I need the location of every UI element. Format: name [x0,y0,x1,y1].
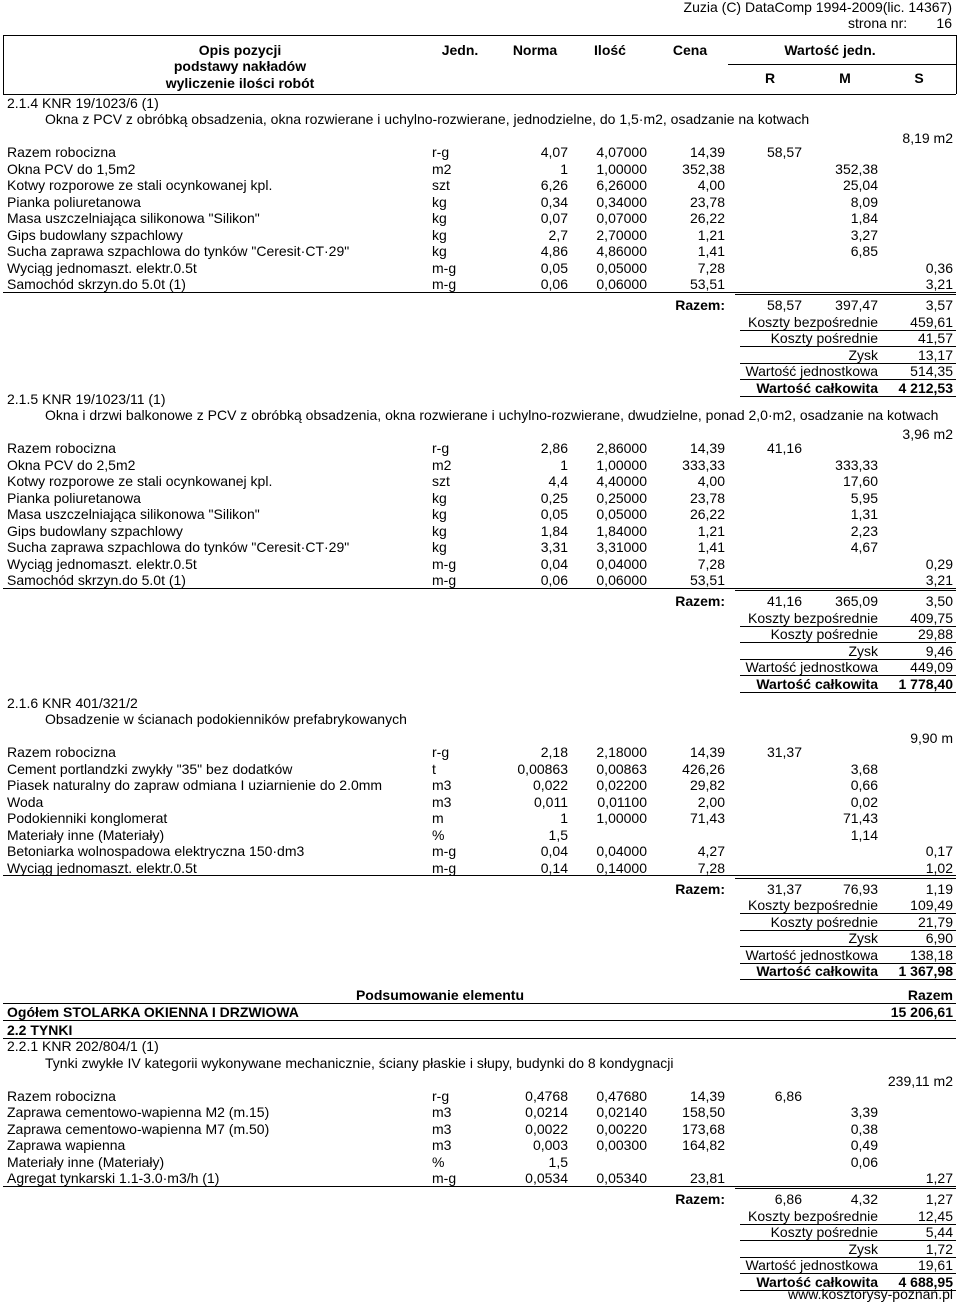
cost-row-name: Okna PCV do 2,5m2 [7,456,136,473]
cost-row-norma: 4,4 [548,473,568,490]
cost-row-norma: 1,5 [548,826,568,843]
cost-row-name: Wyciąg jednomaszt. elektr.0.5t [7,859,197,876]
cost-row-cena: 4,27 [697,843,725,860]
cost-row-norma: 0,05 [540,259,568,276]
cost-row-unit: kg [432,226,447,243]
cost-row-m-value: 1,84 [850,210,878,227]
cost-row-unit: m-g [432,571,457,588]
cost-row-s-value: 0,17 [925,843,953,860]
position-description: Obsadzenie w ścianach podokienników prefabrykowanych [45,711,407,728]
cost-row-cena: 352,38 [682,160,725,177]
cost-row-ilosc: 1,00000 [596,810,647,827]
section-heading: 2.2 TYNKI [7,1021,73,1038]
summary-rule [740,692,956,693]
summary-value: 138,18 [910,946,953,963]
cost-row-unit: m-g [432,259,457,276]
cost-row-unit: kg [432,539,447,556]
cost-row-name: Gips budowlany szpachlowy [7,226,183,243]
position-quantity: 3,96 m2 [902,425,953,442]
column-header-r: R [764,70,776,86]
cost-row-unit: kg [432,506,447,523]
summary-value: 6,90 [925,930,953,947]
cost-row-unit: m3 [432,777,452,794]
summary-label: Zysk [848,346,878,363]
cost-row-cena: 164,82 [682,1137,725,1154]
cost-row-norma: 0,00863 [517,760,568,777]
summary-value: 41,57 [917,330,953,347]
cost-row-norma: 0,0534 [525,1169,568,1186]
razem-s-value: 3,57 [925,297,953,314]
cost-row-ilosc: 4,07000 [596,144,647,161]
cost-row-m-value: 5,95 [850,489,878,506]
cost-row-unit: m3 [432,1137,452,1154]
summary-value: 1 367,98 [898,963,953,980]
summary-label: Koszty pośrednie [770,330,878,347]
cost-row-m-value: 352,38 [835,160,878,177]
cost-row-ilosc: 0,05340 [596,1169,647,1186]
cost-row-norma: 2,7 [548,226,568,243]
cost-row-r-value: 58,57 [766,144,802,161]
razem-top-rule [735,590,956,591]
razem-label: Razem: [675,297,725,314]
cost-row-norma: 0,0022 [525,1120,568,1137]
cost-row-unit: szt [432,473,450,490]
cost-row-m-value: 17,60 [842,473,878,490]
cost-row-cena: 173,68 [682,1120,725,1137]
cost-row-ilosc: 0,00220 [596,1120,647,1137]
cost-row-r-value: 41,16 [766,440,802,457]
cost-row-ilosc: 0,00300 [596,1137,647,1154]
section-rows-rule [3,292,956,293]
cost-row-name: Masa uszczelniająca silikonowa "Silikon" [7,210,260,227]
footer-url: www.kosztorysy-poznan.pl [788,1286,953,1302]
cost-row-cena: 53,51 [689,275,725,292]
cost-row-name: Razem robocizna [7,440,116,457]
element-total-label: Ogółem STOLARKA OKIENNA I DRZWIOWA [7,1004,299,1021]
cost-row-name: Sucha zaprawa szpachlowa do tynków "Ceresit·CT·29" [7,539,350,556]
cost-row-unit: kg [432,210,447,227]
cost-row-m-value: 71,43 [842,810,878,827]
cost-row-name: Piasek naturalny do zapraw odmiana I uziarnienie do 2.0mm [7,777,383,794]
cost-row-norma: 1 [560,456,568,473]
cost-row-unit: szt [432,177,450,194]
element-summary-heading: Podsumowanie elementu [355,987,525,1003]
summary-label: Koszty bezpośrednie [748,313,878,330]
summary-label: Wartość jednostkowa [745,946,878,963]
cost-row-norma: 0,06 [540,275,568,292]
cost-row-unit: t [432,760,436,777]
razem-m-value: 76,93 [842,880,878,897]
cost-row-name: Wyciąg jednomaszt. elektr.0.5t [7,259,197,276]
cost-row-ilosc: 3,31000 [596,539,647,556]
cost-row-m-value: 0,66 [850,777,878,794]
software-label: Zuzia (C) DataComp 1994-2009(lic. 14367) [683,0,952,15]
cost-row-unit: r-g [432,440,450,457]
section-rows-rule [3,588,956,589]
element-total-value: 15 206,61 [890,1004,953,1021]
cost-row-norma: 2,18 [540,744,568,761]
cost-row-cena: 14,39 [689,744,725,761]
cost-row-unit: m-g [432,859,457,876]
cost-row-s-value: 1,02 [925,859,953,876]
cost-row-m-value: 0,49 [850,1137,878,1154]
cost-row-ilosc: 0,00863 [596,760,647,777]
cost-row-name: Kotwy rozporowe ze stali ocynkowanej kpl. [7,177,273,194]
cost-row-m-value: 1,31 [850,506,878,523]
cost-row-cena: 1,41 [697,243,725,260]
cost-row-unit: m3 [432,1104,452,1121]
razem-r-value: 31,37 [766,880,802,897]
position-description: Okna i drzwi balkonowe z PCV z obróbką obsadzenia, okna rozwierane i uchylno-rozwierane, dwudzielne, ponad 2,0·m2, osadzanie na kotwach [45,407,939,424]
cost-row-norma: 1 [560,160,568,177]
cost-row-name: Betoniarka wolnospadowa elektryczna 150·dm3 [7,843,305,860]
summary-value: 1,72 [925,1240,953,1257]
cost-row-s-value: 3,21 [925,275,953,292]
cost-row-unit: % [432,826,445,843]
cost-row-ilosc: 2,18000 [596,744,647,761]
cost-row-s-value: 0,29 [925,555,953,572]
razem-label: Razem: [675,1191,725,1208]
cost-row-m-value: 4,67 [850,539,878,556]
summary-rule [740,396,956,397]
cost-row-name: Woda [7,793,44,810]
cost-row-unit: kg [432,522,447,539]
cost-row-norma: 0,05 [540,506,568,523]
cost-row-norma: 2,86 [540,440,568,457]
razem-top-rule [735,878,956,879]
cost-row-unit: kg [432,193,447,210]
cost-row-m-value: 8,09 [850,193,878,210]
cost-row-ilosc: 0,02200 [596,777,647,794]
cost-row-norma: 6,26 [540,177,568,194]
cost-row-name: Razem robocizna [7,1087,116,1104]
element-total-rule [3,1020,956,1021]
cost-row-ilosc: 0,34000 [596,193,647,210]
razem-r-value: 6,86 [774,1191,802,1208]
summary-value: 9,46 [925,642,953,659]
column-header-norma: Norma [512,42,558,58]
cost-row-norma: 1,84 [540,522,568,539]
razem-r-value: 41,16 [766,593,802,610]
cost-row-cena: 23,78 [689,489,725,506]
summary-value: 5,44 [925,1224,953,1241]
cost-row-norma: 0,022 [532,777,568,794]
summary-value: 514,35 [910,363,953,380]
cost-row-ilosc: 0,07000 [596,210,647,227]
cost-row-name: Zaprawa cementowo-wapienna M7 (m.50) [7,1120,270,1137]
cost-row-cena: 14,39 [689,144,725,161]
cost-row-m-value: 3,39 [850,1104,878,1121]
cost-row-ilosc: 0,04000 [596,843,647,860]
summary-label: Wartość jednostkowa [745,1257,878,1274]
cost-row-ilosc: 0,14000 [596,859,647,876]
cost-row-name: Kotwy rozporowe ze stali ocynkowanej kpl. [7,473,273,490]
cost-row-ilosc: 0,02140 [596,1104,647,1121]
element-summary-razem-heading: Razem [907,987,953,1003]
razem-m-value: 4,32 [850,1191,878,1208]
razem-top-rule [735,1188,956,1189]
cost-row-name: Samochód skrzyn.do 5.0t (1) [7,571,186,588]
cost-row-norma: 0,04 [540,555,568,572]
summary-value: 409,75 [910,609,953,626]
summary-label: Zysk [848,1240,878,1257]
cost-row-m-value: 3,68 [850,760,878,777]
page-number-label: strona nr: [848,15,908,31]
cost-row-m-value: 6,85 [850,243,878,260]
razem-s-value: 1,19 [925,880,953,897]
cost-row-cena: 23,81 [689,1169,725,1186]
cost-row-cena: 1,41 [697,539,725,556]
cost-row-unit: m-g [432,275,457,292]
summary-label: Wartość całkowita [756,379,878,396]
cost-row-cena: 2,00 [697,793,725,810]
summary-label: Wartość całkowita [756,1273,878,1290]
cost-row-ilosc: 0,05000 [596,506,647,523]
cost-row-m-value: 2,23 [850,522,878,539]
column-header-cena: Cena [672,42,708,58]
cost-row-name: Podokienniki konglomerat [7,810,168,827]
razem-m-value: 397,47 [835,297,878,314]
summary-value: 19,61 [917,1257,953,1274]
cost-row-cena: 426,26 [682,760,725,777]
cost-row-norma: 1,5 [548,1153,568,1170]
summary-label: Wartość całkowita [756,963,878,980]
cost-row-norma: 1 [560,810,568,827]
cost-row-s-value: 3,21 [925,571,953,588]
cost-row-unit: r-g [432,1087,450,1104]
cost-row-unit: m-g [432,843,457,860]
cost-row-m-value: 0,06 [850,1153,878,1170]
cost-row-unit: r-g [432,144,450,161]
cost-row-m-value: 3,27 [850,226,878,243]
summary-value: 29,88 [917,626,953,643]
cost-row-r-value: 6,86 [774,1087,802,1104]
summary-label: Koszty bezpośrednie [748,1207,878,1224]
cost-row-ilosc: 1,84000 [596,522,647,539]
cost-row-unit: % [432,1153,445,1170]
cost-row-name: Gips budowlany szpachlowy [7,522,183,539]
section-rows-rule [3,1186,956,1187]
cost-row-cena: 1,21 [697,226,725,243]
cost-row-unit: m3 [432,793,452,810]
cost-row-m-value: 0,02 [850,793,878,810]
cost-row-name: Masa uszczelniająca silikonowa "Silikon" [7,506,260,523]
header-left-border [3,35,4,94]
page-number: 16 [936,15,952,31]
cost-row-cena: 14,39 [689,440,725,457]
cost-row-norma: 0,06 [540,571,568,588]
cost-row-s-value: 1,27 [925,1169,953,1186]
summary-value: 1 778,40 [898,675,953,692]
position-quantity: 9,90 m [910,729,953,746]
cost-row-m-value: 0,38 [850,1120,878,1137]
cost-row-ilosc: 0,01100 [597,793,647,810]
header-value-rule [728,64,956,65]
position-quantity: 8,19 m2 [902,129,953,146]
cost-row-name: Sucha zaprawa szpachlowa do tynków "Ceresit·CT·29" [7,243,350,260]
cost-row-r-value: 31,37 [766,744,802,761]
cost-row-ilosc: 0,06000 [596,275,647,292]
cost-row-unit: kg [432,243,447,260]
cost-row-norma: 0,07 [540,210,568,227]
cost-row-unit: m-g [432,1169,457,1186]
cost-row-cena: 71,43 [689,810,725,827]
cost-row-name: Materiały inne (Materiały) [7,826,165,843]
cost-row-ilosc: 2,86000 [596,440,647,457]
razem-top-rule [735,294,956,295]
summary-value: 459,61 [910,313,953,330]
cost-row-ilosc: 6,26000 [596,177,647,194]
cost-row-ilosc: 1,00000 [596,456,647,473]
cost-row-norma: 0,4768 [525,1087,568,1104]
cost-row-ilosc: 1,00000 [596,160,647,177]
cost-row-ilosc: 0,04000 [596,555,647,572]
cost-row-cena: 7,28 [697,259,725,276]
cost-row-ilosc: 0,06000 [596,571,647,588]
cost-row-cena: 23,78 [689,193,725,210]
summary-label: Koszty bezpośrednie [748,609,878,626]
cost-row-cena: 4,00 [697,177,725,194]
summary-value: 12,45 [917,1207,953,1224]
cost-row-cena: 4,00 [697,473,725,490]
razem-s-value: 3,50 [925,593,953,610]
section-rows-rule [3,875,956,876]
cost-row-norma: 3,31 [540,539,568,556]
razem-r-value: 58,57 [766,297,802,314]
position-code: 2.1.6 KNR 401/321/2 [7,695,138,711]
cost-row-norma: 0,011 [534,793,568,810]
column-header-s: S [914,70,924,86]
summary-value: 109,49 [910,897,953,914]
cost-row-name: Agregat tynkarski 1.1-3.0·m3/h (1) [7,1169,220,1186]
razem-s-value: 1,27 [925,1191,953,1208]
summary-value: 4 212,53 [898,379,953,396]
position-code: 2.1.5 KNR 19/1023/11 (1) [7,391,166,407]
summary-value: 13,17 [917,346,953,363]
cost-row-norma: 0,14 [540,859,568,876]
summary-label: Koszty pośrednie [770,913,878,930]
cost-row-norma: 0,0214 [525,1104,568,1121]
cost-row-ilosc: 4,40000 [596,473,647,490]
summary-label: Wartość jednostkowa [745,363,878,380]
column-header-m: M [839,70,851,86]
column-header-wartosc: Wartość jedn. [784,42,876,58]
cost-row-name: Samochód skrzyn.do 5.0t (1) [7,275,186,292]
cost-row-cena: 26,22 [689,210,725,227]
cost-row-norma: 0,003 [532,1137,568,1154]
summary-label: Zysk [848,642,878,659]
cost-row-s-value: 0,36 [925,259,953,276]
cost-row-name: Okna PCV do 1,5m2 [7,160,136,177]
cost-row-unit: m-g [432,555,457,572]
summary-label: Wartość jednostkowa [745,659,878,676]
cost-row-ilosc: 4,86000 [596,243,647,260]
position-code: 2.1.4 KNR 19/1023/6 (1) [7,95,159,111]
cost-row-unit: m2 [432,160,452,177]
cost-row-name: Pianka poliuretanowa [7,489,141,506]
cost-row-name: Zaprawa wapienna [7,1137,126,1154]
razem-label: Razem: [675,880,725,897]
cost-row-ilosc: 0,25000 [596,489,647,506]
column-header-jedn: Jedn. [441,42,479,58]
summary-value: 4 688,95 [898,1273,953,1290]
cost-row-ilosc: 0,47680 [596,1087,647,1104]
cost-row-name: Razem robocizna [7,144,116,161]
cost-row-cena: 14,39 [689,1087,725,1104]
cost-row-cena: 333,33 [682,456,725,473]
cost-row-unit: m [432,810,444,827]
summary-rule [740,979,956,980]
cost-row-cena: 26,22 [689,506,725,523]
cost-row-unit: kg [432,489,447,506]
cost-row-cena: 53,51 [689,571,725,588]
summary-value: 449,09 [910,659,953,676]
header-top-rule [3,35,956,36]
cost-row-name: Razem robocizna [7,744,116,761]
column-header-ilosc: Ilość [594,42,626,58]
cost-row-cena: 29,82 [689,777,725,794]
cost-row-m-value: 25,04 [842,177,878,194]
cost-row-norma: 4,07 [540,144,568,161]
summary-label: Zysk [848,930,878,947]
column-header-opis: Opis pozycji [198,42,282,58]
cost-row-ilosc: 2,70000 [596,226,647,243]
position-description: Okna z PCV z obróbką obsadzenia, okna rozwierane i uchylno-rozwierane, jednodzielne, do 1,5·m2, osadzanie na kotwach [45,111,810,128]
position-description: Tynki zwykłe IV kategorii wykonywane mechanicznie, ściany płaskie i słupy, budynki do 8 kondygnacji [45,1054,674,1071]
column-header-podstawy: podstawy nakładów [173,58,307,74]
cost-row-cena: 7,28 [697,555,725,572]
summary-label: Koszty pośrednie [770,626,878,643]
cost-row-unit: m3 [432,1120,452,1137]
column-header-wyliczenie: wyliczenie ilości robót [165,75,315,91]
cost-row-ilosc: 0,05000 [596,259,647,276]
summary-value: 21,79 [917,913,953,930]
position-code: 2.2.1 KNR 202/804/1 (1) [7,1038,159,1055]
cost-row-name: Materiały inne (Materiały) [7,1153,165,1170]
razem-m-value: 365,09 [835,593,878,610]
cost-row-norma: 0,34 [540,193,568,210]
razem-label: Razem: [675,593,725,610]
header-right-border [956,35,957,94]
cost-row-name: Wyciąg jednomaszt. elektr.0.5t [7,555,197,572]
cost-row-unit: r-g [432,744,450,761]
cost-row-norma: 0,04 [540,843,568,860]
cost-row-m-value: 1,14 [850,826,878,843]
cost-row-name: Zaprawa cementowo-wapienna M2 (m.15) [7,1104,270,1121]
cost-row-name: Cement portlandzki zwykły "35" bez dodatków [7,760,293,777]
summary-label: Koszty pośrednie [770,1224,878,1241]
summary-label: Koszty bezpośrednie [748,897,878,914]
position-quantity: 239,11 m2 [887,1073,953,1090]
cost-row-m-value: 333,33 [835,456,878,473]
summary-label: Wartość całkowita [756,675,878,692]
cost-row-name: Pianka poliuretanowa [7,193,141,210]
cost-row-norma: 4,86 [540,243,568,260]
cost-row-cena: 158,50 [682,1104,725,1121]
cost-row-cena: 1,21 [697,522,725,539]
cost-row-norma: 0,25 [540,489,568,506]
cost-row-unit: m2 [432,456,452,473]
cost-row-cena: 7,28 [697,859,725,876]
